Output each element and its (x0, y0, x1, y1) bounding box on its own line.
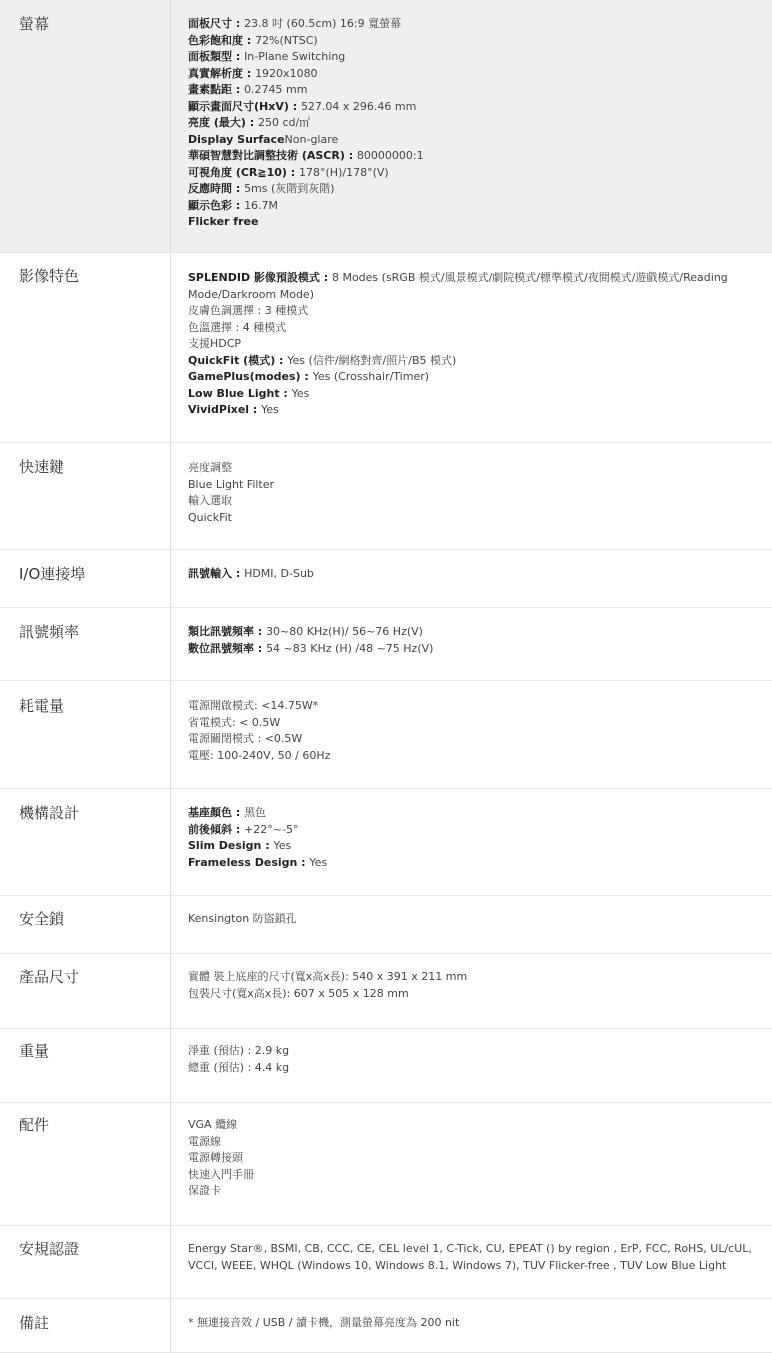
spec-value: Non-glare (284, 132, 339, 146)
spec-label: I/O連接埠 (19, 565, 86, 583)
spec-key: 顯示畫面尺寸(HxV) : (188, 99, 301, 113)
spec-line (188, 132, 754, 149)
column-divider (170, 550, 171, 608)
spec-value: Yes (309, 855, 328, 869)
spec-value: 電源開啟模式: <14.75W* (188, 699, 319, 712)
column-divider (170, 1029, 171, 1103)
spec-line (188, 805, 754, 822)
spec-line (188, 181, 754, 198)
spec-value: 保證卡 (188, 1184, 221, 1197)
spec-label: 安全鎖 (19, 910, 65, 928)
column-divider (170, 608, 171, 681)
spec-content (188, 566, 754, 583)
spec-value: Energy Star®, BSMI, CB, CCC, CE, CEL level 1, C-Tick, CU, EPEAT () by region , ErP, FCC, RoHS, UL/cUL, VCCI, WEEE, WHQL (Windows 10, Windows 8.1, Windows 7), TUV Flicker-free , TUV Low Blue Light (188, 1242, 756, 1272)
spec-value: 1920x1080 (255, 66, 318, 80)
spec-key: 華碩智慧對比調整技術 (ASCR) : (188, 149, 357, 162)
spec-line (188, 369, 754, 386)
spec-content (188, 624, 754, 657)
spec-label: 機構設計 (19, 804, 80, 822)
spec-line (188, 1043, 754, 1060)
spec-value: 淨重 (預估) : 2.9 kg (188, 1044, 290, 1057)
spec-key: 面板類型 : (188, 50, 245, 63)
spec-line (188, 165, 754, 182)
spec-value: 72%(NTSC) (255, 33, 318, 47)
spec-value: Blue Light Filter (188, 477, 275, 491)
spec-key: Frameless Design : (188, 855, 310, 869)
spec-key: QuickFit (模式) : (188, 353, 288, 367)
spec-content (188, 969, 754, 1002)
spec-value: * 無連接音效 / USB / 讀卡機，測量螢幕亮度為 200 nit (188, 1316, 460, 1329)
spec-row (0, 954, 772, 1029)
spec-row (0, 1226, 772, 1299)
spec-value: QuickFit (188, 510, 232, 524)
spec-content (188, 911, 754, 928)
spec-key: Slim Design : (188, 839, 274, 852)
column-divider (170, 1299, 171, 1353)
column-divider (170, 253, 171, 443)
spec-value: 電源關閉模式 : <0.5W (188, 732, 303, 745)
spec-value: 54 ~83 KHz (H) /48 ~75 Hz(V) (266, 641, 434, 655)
spec-key: 面板尺寸 : (188, 17, 245, 30)
spec-line (188, 386, 754, 403)
spec-value: 皮膚色調選擇 : 3 種模式 (188, 304, 309, 317)
spec-line (188, 855, 754, 872)
spec-line (188, 270, 754, 303)
spec-line (188, 1167, 754, 1184)
spec-key: 數位訊號頻率 : (188, 641, 267, 655)
spec-content (188, 805, 754, 871)
column-divider (170, 0, 171, 253)
spec-label: 訊號頻率 (19, 623, 80, 641)
column-divider (170, 443, 171, 550)
spec-label: 產品尺寸 (19, 968, 80, 986)
spec-line (188, 624, 754, 641)
spec-value: Kensington 防盜鎖孔 (188, 912, 297, 925)
spec-label: 配件 (19, 1116, 50, 1134)
spec-row (0, 608, 772, 681)
spec-key: VividPixel : (188, 403, 262, 416)
spec-row (0, 896, 772, 954)
spec-value: 30~80 KHz(H)/ 56~76 Hz(V) (266, 625, 423, 638)
spec-key: 類比訊號頻率 : (188, 625, 267, 638)
spec-line (188, 148, 754, 165)
spec-line (188, 566, 754, 583)
spec-line (188, 115, 754, 132)
spec-key: SPLENDID 影像預設模式 : (188, 271, 332, 284)
spec-value: 電源轉接頭 (188, 1151, 243, 1164)
spec-value: 輸入選取 (188, 494, 232, 507)
spec-line (188, 1241, 754, 1274)
spec-value: 178°(H)/178°(V) (299, 165, 389, 179)
spec-key: Display Surface (188, 132, 285, 146)
spec-content (188, 1043, 754, 1076)
spec-line (188, 731, 754, 748)
spec-value: 亮度調整 (188, 461, 232, 474)
column-divider (170, 789, 171, 896)
column-divider (170, 681, 171, 789)
spec-line (188, 82, 754, 99)
spec-line (188, 214, 754, 231)
spec-value: +22°~-5° (244, 822, 299, 836)
spec-value: 5ms (灰階到灰階) (244, 182, 335, 195)
spec-line (188, 822, 754, 839)
spec-line (188, 336, 754, 353)
spec-line (188, 969, 754, 986)
spec-label: 重量 (19, 1042, 50, 1060)
spec-value: 527.04 x 296.46 mm (300, 99, 417, 113)
spec-key: 基座顏色 : (188, 806, 245, 819)
spec-line (188, 698, 754, 715)
spec-row (0, 789, 772, 896)
spec-value: 0.2745 mm (244, 83, 308, 96)
spec-key: GamePlus(modes) : (188, 370, 313, 383)
spec-line (188, 986, 754, 1003)
spec-key: 亮度 (最大) : (188, 116, 258, 129)
spec-row (0, 1029, 772, 1103)
spec-line (188, 1117, 754, 1134)
spec-value: 23.8 吋 (60.5cm) 16:9 寬螢幕 (244, 17, 402, 30)
spec-line (188, 66, 754, 83)
spec-line (188, 510, 754, 527)
spec-row (0, 253, 772, 443)
spec-line (188, 49, 754, 66)
spec-key: 顯示色彩 : (188, 198, 245, 212)
column-divider (170, 896, 171, 954)
spec-line (188, 320, 754, 337)
spec-key: 色彩飽和度 : (188, 33, 256, 47)
spec-value: 250 cd/㎡ (257, 116, 311, 129)
spec-line (188, 911, 754, 928)
spec-row (0, 1103, 772, 1226)
spec-content (188, 460, 754, 526)
spec-content (188, 270, 754, 419)
spec-label: 耗電量 (19, 697, 65, 715)
spec-line (188, 838, 754, 855)
spec-key: 訊號輸入 : (188, 567, 245, 580)
spec-line (188, 1150, 754, 1167)
spec-line (188, 353, 754, 370)
spec-key: 前後傾斜 : (188, 822, 245, 836)
spec-line (188, 33, 754, 50)
spec-line (188, 641, 754, 658)
spec-content (188, 1117, 754, 1200)
spec-line (188, 1315, 754, 1332)
spec-line (188, 16, 754, 33)
spec-value: 電源線 (188, 1134, 221, 1148)
spec-content (188, 698, 754, 764)
spec-key: 畫素點距 : (188, 83, 245, 96)
spec-value: 80000000:1 (356, 149, 424, 162)
spec-value: HDMI, D-Sub (244, 567, 314, 580)
spec-content (188, 16, 754, 231)
spec-row (0, 1299, 772, 1353)
spec-key: 真實解析度 : (188, 66, 256, 80)
spec-line (188, 493, 754, 510)
spec-value: 實體 裝上底座的尺寸(寬x高x長): 540 x 391 x 211 mm (188, 970, 468, 983)
spec-content (188, 1315, 754, 1332)
spec-key: 反應時間 : (188, 182, 245, 195)
spec-value: 16.7M (244, 198, 279, 212)
spec-value: 支援HDCP (188, 337, 242, 350)
spec-line (188, 715, 754, 732)
spec-key: Low Blue Light : (188, 386, 292, 400)
spec-line (188, 1134, 754, 1151)
spec-value: 省電模式: < 0.5W (188, 715, 281, 729)
column-divider (170, 1226, 171, 1299)
spec-value: Yes (Crosshair/Timer) (312, 370, 430, 383)
spec-value: 電壓: 100-240V, 50 / 60Hz (188, 748, 331, 762)
spec-value: 快速入門手冊 (188, 1167, 254, 1181)
spec-line (188, 1183, 754, 1200)
spec-value: 黑色 (244, 806, 267, 819)
column-divider (170, 1103, 171, 1226)
spec-key: Flicker free (188, 215, 259, 228)
spec-label: 快速鍵 (19, 458, 65, 476)
spec-value: VGA 纜線 (188, 1118, 238, 1131)
spec-line (188, 748, 754, 765)
spec-line (188, 198, 754, 215)
spec-row (0, 681, 772, 789)
spec-line (188, 99, 754, 116)
spec-value: In-Plane Switching (244, 50, 346, 63)
spec-line (188, 303, 754, 320)
spec-key: 可視角度 (CR≧10) : (188, 165, 300, 179)
spec-value: 8 Modes (sRGB 模式/風景模式/劇院模式/標準模式/夜間模式/遊戲模式/Reading Mode/Darkroom Mode) (188, 271, 732, 301)
spec-line (188, 477, 754, 494)
spec-content (188, 1241, 754, 1274)
spec-value: 總重 (預估) : 4.4 kg (188, 1060, 290, 1074)
spec-line (188, 1060, 754, 1077)
spec-value: 色溫選擇 : 4 種模式 (188, 320, 287, 334)
spec-label: 備註 (19, 1314, 50, 1332)
spec-row (0, 443, 772, 550)
spec-label: 安規認證 (19, 1240, 80, 1258)
column-divider (170, 954, 171, 1029)
spec-value: 包裝尺寸(寬x高x長): 607 x 505 x 128 mm (188, 986, 409, 1000)
spec-value: Yes (291, 386, 310, 400)
spec-value: Yes (273, 839, 292, 852)
spec-label: 螢幕 (19, 15, 50, 33)
spec-value: Yes (信件/網格對齊/照片/B5 模式) (287, 353, 457, 367)
spec-line (188, 402, 754, 419)
spec-row (0, 550, 772, 608)
spec-value: Yes (261, 403, 279, 416)
spec-row (0, 0, 772, 253)
spec-label: 影像特色 (19, 267, 80, 285)
spec-line (188, 460, 754, 477)
